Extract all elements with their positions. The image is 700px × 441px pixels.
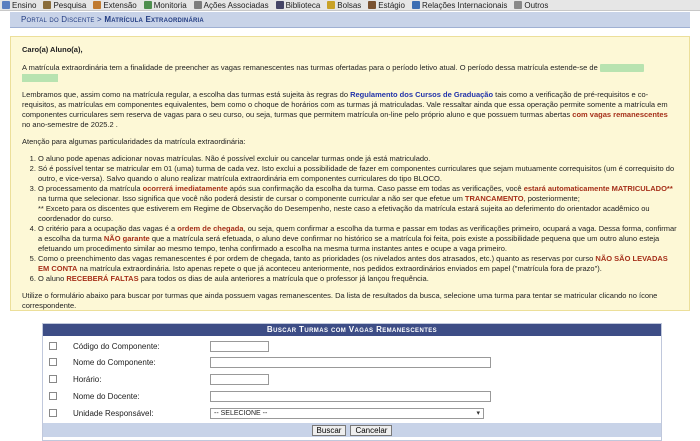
- cancel-button[interactable]: Cancelar: [350, 425, 392, 436]
- particularities-list: [38, 154, 678, 284]
- menu-item-bolsas[interactable]: [327, 1, 361, 10]
- item4-text-b: , ou seja, quem confirmar a escolha da turma e passar em todas as verificações primeiro, ocupará a vaga. Dessa forma, confirmar a escolha da turma: [38, 224, 677, 243]
- item3-text-d: , posteriormente;: [523, 194, 580, 203]
- unit-select[interactable]: [210, 408, 484, 419]
- button-bar: [43, 423, 661, 437]
- gear-icon: [514, 1, 522, 9]
- paragraph-rules-text-b: tais como a verificação de pré-requisitos e co-requisitos, as matrículas em componentes equivalentes, bem como o choque de horários com as turmas já matriculadas. Vale ressaltar ainda que essa operação permite somente a matrícula em componentes curriculares sem reserva de vagas para o seu curso, ou seja, turmas que permitem matrícula on-line pelo próprio aluno e que possuem turmas abertas: [22, 90, 668, 119]
- search-button[interactable]: Buscar: [312, 425, 347, 436]
- item1-text: O aluno pode apenas adicionar novas matrículas. Não é possível excluir ou cancelar turmas onde já está matriculado.: [38, 154, 431, 163]
- instructions-box: [10, 36, 690, 311]
- component-name-input[interactable]: [210, 357, 491, 368]
- row-teacher-name: [43, 389, 661, 403]
- book-icon: [2, 1, 10, 9]
- redacted-date-2: [22, 74, 58, 82]
- monitor-icon: [144, 1, 152, 9]
- magnifier-icon: [43, 1, 51, 9]
- remaining-seats-highlight: com vagas remanescentes: [572, 110, 668, 119]
- teacher-name-input[interactable]: [210, 391, 491, 402]
- menu-item-ensino[interactable]: [2, 1, 36, 10]
- menu-item-label: Biblioteca: [285, 0, 321, 10]
- wallet-icon: [327, 1, 335, 9]
- component-code-checkbox[interactable]: [49, 342, 57, 350]
- item6-highlight: RECEBERÁ FALTAS: [66, 274, 139, 283]
- item2-text: Só é possível tentar se matricular em 01 (uma) turma de cada vez. Isto exclui a possibilidade de fazer em componentes curriculares que sejam mutuamente correquisitos (um é correquisito do outro, e vice-versa). Salvo quando o aluno realizar matrícula extraordinária em componentes curriculares do tipo BLOCO.: [38, 164, 675, 183]
- search-panel: [42, 323, 662, 441]
- form-instructions: Utilize o formulário abaixo para buscar por turmas que ainda possuem vagas remanescentes. Da lista de resultados da busca, selecione uma turma para tentar se matricular clicando no ícone correspondente.: [22, 291, 658, 310]
- list-item: [38, 184, 678, 224]
- item4-highlight-1: ordem de chegada: [177, 224, 244, 233]
- list-item: [38, 154, 678, 164]
- paragraph-rules-text-c: no ano-semestre de 2025.2 .: [22, 120, 118, 129]
- menu-item-label: Estágio: [378, 0, 405, 10]
- row-schedule: [43, 372, 661, 386]
- item3-text-a: O processamento da matrícula: [38, 184, 141, 193]
- paragraph-rules-text-a: Lembramos que, assim como na matrícula regular, a escolha das turmas está sujeita às regras do: [22, 90, 348, 99]
- regulation-link[interactable]: Regulamento dos Cursos de Graduação: [350, 90, 494, 99]
- menu-item-monitoria[interactable]: [144, 1, 187, 10]
- item3-note: ** Exceto para os discentes que estiverem em Regime de Observação do Desempenho, neste caso a efetivação da matrícula estará sujeita ao deferimento do orientador acadêmico ou coordenador do curso.: [38, 204, 650, 223]
- menu-item-label: Relações Internacionais: [421, 0, 508, 10]
- item5-text-a: Como o preenchimento das vagas remanescentes é por ordem de chegada, tanto as prioridades (os nivelados antes dos atrasados, etc.) quanto as reservas por curso: [38, 254, 594, 263]
- item3-highlight-3: TRANCAMENTO: [464, 194, 524, 203]
- unit-checkbox[interactable]: [49, 409, 57, 417]
- breadcrumb: [10, 12, 690, 28]
- library-icon: [276, 1, 284, 9]
- item5-text-b: na matrícula extraordinária. Isto apenas repete o que já aconteceu anteriormente, nos pedidos extraordinários enviados em papel ("matrícula fora de prazo").: [79, 264, 602, 273]
- unit-label: Unidade Responsável:: [73, 408, 154, 418]
- chevron-down-icon: ▾: [476, 409, 480, 417]
- paragraph-period-text: A matrícula extraordinária tem a finalidade de preencher as vagas remanescentes nas turmas ofertadas para o período letivo atual. O período dessa matrícula estende-se de: [22, 63, 598, 72]
- breadcrumb-separator: >: [94, 15, 105, 24]
- greeting: Caro(a) Aluno(a),: [22, 45, 83, 54]
- teacher-name-checkbox[interactable]: [49, 392, 57, 400]
- item4-text-c: que a matrícula será efetuada, o aluno deve confirmar no histórico se a matrícula foi feita, pois existe a possibilidade pequena que um outro aluno esteja efetuando um procedimento similar ao mesmo tempo, tenha confirmado a escolha na mesma turma instantes antes e ocupe a vaga primeiro.: [38, 234, 660, 253]
- menu-item-label: Outros: [524, 0, 549, 10]
- gears-icon: [194, 1, 202, 9]
- list-item: [38, 164, 678, 184]
- unit-select-value: -- SELECIONE --: [214, 409, 268, 417]
- schedule-input[interactable]: [210, 374, 269, 385]
- paragraph-rules: [22, 90, 678, 130]
- extension-icon: [93, 1, 101, 9]
- list-item: [38, 224, 678, 254]
- menu-item-label: Extensão: [103, 0, 137, 10]
- menu-item-label: Ações Associadas: [203, 0, 269, 10]
- item3-text-c: na turma que selecionar. Isso significa que você não poderá desistir de cursar o componente curricular a não ser que efetue um: [38, 194, 463, 203]
- menu-item-a-es-associadas[interactable]: [194, 1, 269, 10]
- top-menu-bar: [0, 0, 700, 11]
- row-component-name: [43, 355, 661, 369]
- menu-item-label: Pesquisa: [53, 0, 87, 10]
- item4-highlight-2: NÃO garante: [103, 234, 150, 243]
- item4-text-a: O critério para a ocupação das vagas é a: [38, 224, 176, 233]
- people-icon: [412, 1, 420, 9]
- paragraph-period: [22, 63, 678, 83]
- item3-highlight-2: estará automaticamente MATRICULADO**: [523, 184, 673, 193]
- menu-item-extens-o[interactable]: [93, 1, 136, 10]
- attention-heading: Atenção para algumas particularidades da matrícula extraordinária:: [22, 137, 246, 146]
- component-name-checkbox[interactable]: [49, 358, 57, 366]
- menu-item-outros[interactable]: [514, 1, 548, 10]
- briefcase-icon: [368, 1, 376, 9]
- component-name-label: Nome do Componente:: [73, 357, 156, 367]
- row-component-code: [43, 339, 661, 353]
- list-item: [38, 274, 678, 284]
- menu-item-label: Monitoria: [153, 0, 187, 10]
- redacted-date: [600, 64, 644, 72]
- menu-item-rela-es-internacionais[interactable]: [412, 1, 507, 10]
- schedule-checkbox[interactable]: [49, 375, 57, 383]
- menu-item-label: Bolsas: [337, 0, 362, 10]
- item6-text-b: para todos os dias de aula anteriores a matrícula que o professor já lançou frequência.: [140, 274, 429, 283]
- menu-item-est-gio[interactable]: [368, 1, 405, 10]
- search-panel-title: Buscar Turmas com Vagas Remanescentes: [43, 324, 661, 336]
- component-code-input[interactable]: [210, 341, 269, 352]
- schedule-label: Horário:: [73, 374, 102, 384]
- menu-item-pesquisa[interactable]: [43, 1, 86, 10]
- breadcrumb-current: Matrícula Extraordinária: [104, 15, 204, 24]
- menu-item-label: Ensino: [12, 0, 37, 10]
- breadcrumb-portal-link[interactable]: Portal do Discente: [21, 15, 95, 24]
- item5-highlight: NÃO SÃO LEVADAS EM CONTA: [38, 254, 668, 273]
- component-code-label: Código do Componente:: [73, 341, 160, 351]
- item3-text-b: após sua confirmação da escolha da turma. Caso passe em todas as verificações, você: [229, 184, 522, 193]
- item6-text-a: O aluno: [38, 274, 65, 283]
- row-unit: [43, 406, 661, 420]
- item3-highlight-1: ocorrerá imediatamente: [142, 184, 228, 193]
- teacher-name-label: Nome do Docente:: [73, 391, 140, 401]
- list-item: [38, 254, 678, 274]
- menu-item-biblioteca[interactable]: [276, 1, 321, 10]
